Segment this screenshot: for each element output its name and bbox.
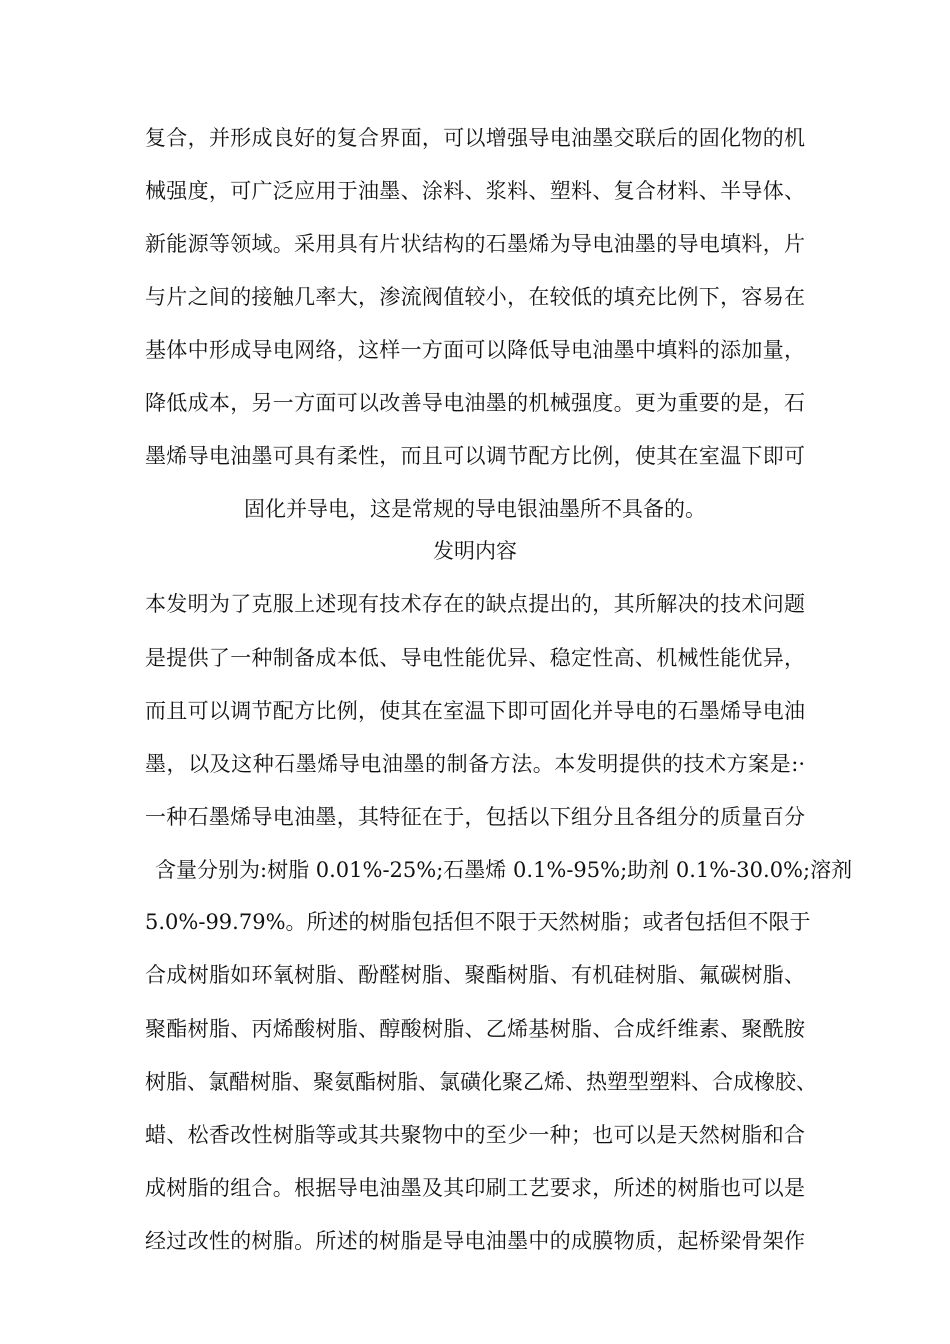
paragraph-2-line-13: 经过改性的树脂。所述的树脂是导电油墨中的成膜物质，起桥梁骨架作 [145,1229,805,1253]
paragraph-2-line-2: 是提供了一种制备成本低、导电性能优异、稳定性高、机械性能优异， [145,646,805,670]
paragraph-2-line-4: 墨，以及这种石墨烯导电油墨的制备方法。本发明提供的技术方案是:· [145,752,805,776]
paragraph-1-line-3: 新能源等领域。采用具有片状结构的石墨烯为导电油墨的导电填料，片 [145,232,805,256]
paragraph-1-line-8: 固化并导电，这是常规的导电银油墨所不具备的。 [244,497,706,521]
paragraph-1-line-4: 与片之间的接触几率大，渗流阀值较小，在较低的填充比例下，容易在 [145,285,805,309]
paragraph-1-line-1: 复合，并形成良好的复合界面，可以增强导电油墨交联后的固化物的机 [145,126,805,150]
paragraph-2-line-11: 蜡、松香改性树脂等或其共聚物中的至少一种；也可以是天然树脂和合 [145,1123,805,1147]
paragraph-2-line-7: 5.0%-99.79%。所述的树脂包括但不限于天然树脂；或者包括但不限于 [145,910,811,934]
paragraph-1-line-5: 基体中形成导电网络，这样一方面可以降低导电油墨中填料的添加量， [145,338,805,362]
paragraph-1-line-7: 墨烯导电油墨可具有柔性，而且可以调节配方比例，使其在室温下即可 [145,444,805,468]
paragraph-2-line-6: 含量分别为:树脂 0.01%-25%;石墨烯 0.1%-95%;助剂 0.1%-30.0%;溶剂 [155,858,853,882]
paragraph-2-line-8: 合成树脂如环氧树脂、酚醛树脂、聚酯树脂、有机硅树脂、氟碳树脂、 [145,963,805,987]
paragraph-2-line-1: 本发明为了克服上述现有技术存在的缺点提出的，其所解决的技术问题 [145,592,805,616]
paragraph-2-line-10: 树脂、氯醋树脂、聚氨酯树脂、氯磺化聚乙烯、热塑型塑料、合成橡胶、 [145,1070,817,1094]
paragraph-2-line-3: 而且可以调节配方比例，使其在室温下即可固化并导电的石墨烯导电油 [145,699,805,723]
paragraph-2-line-12: 成树脂的组合。根据导电油墨及其印刷工艺要求，所述的树脂也可以是 [145,1176,805,1200]
paragraph-1-line-2: 械强度，可广泛应用于油墨、涂料、浆料、塑料、复合材料、半导体、 [145,179,805,203]
paragraph-2-line-5: 一种石墨烯导电油墨，其特征在于，包括以下组分且各组分的质量百分 [145,805,805,829]
paragraph-1-line-6: 降低成本，另一方面可以改善导电油墨的机械强度。更为重要的是，石 [145,391,805,415]
paragraph-2-line-9: 聚酯树脂、丙烯酸树脂、醇酸树脂、乙烯基树脂、合成纤维素、聚酰胺 [145,1017,805,1041]
section-heading: 发明内容 [433,539,517,563]
